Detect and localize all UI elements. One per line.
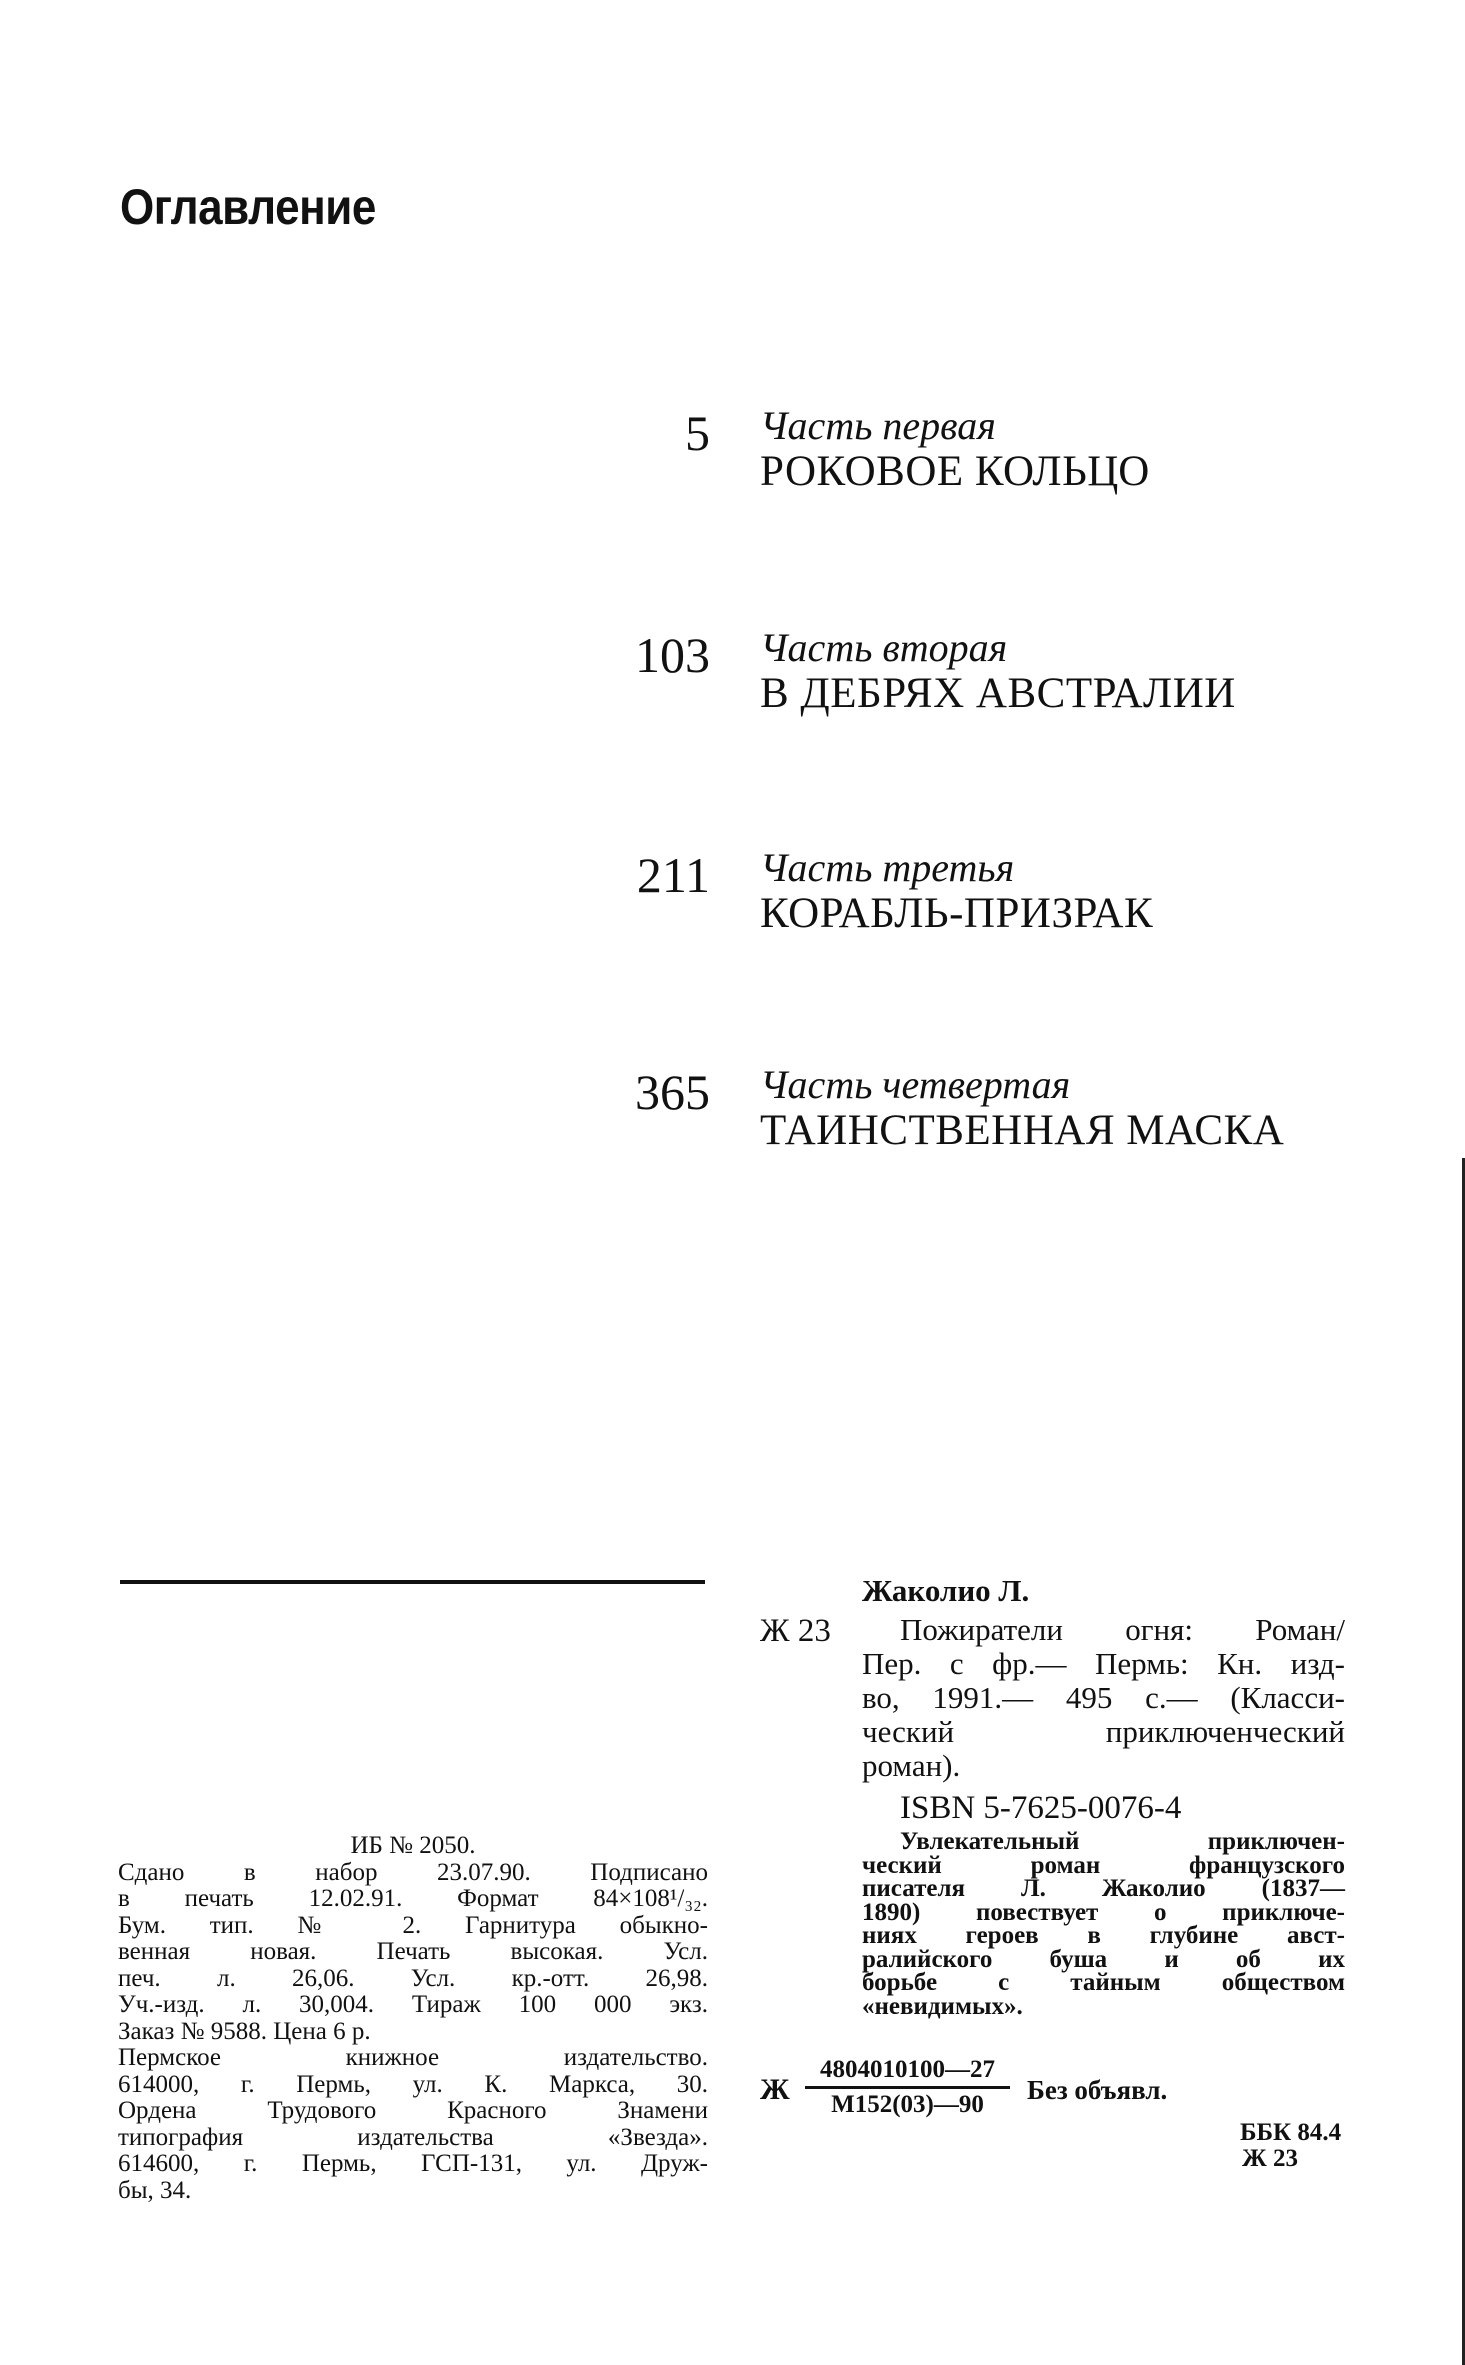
toc-entry-4 — [560, 1062, 1360, 1217]
toc-page-number: 103 — [635, 627, 710, 683]
imprint-line: венная новая. Печать высокая. Усл. — [118, 1938, 708, 1965]
imprint-line: Пермское книжное издательство. — [118, 2044, 708, 2071]
imprint-line: Ордена Трудового Красного Знамени — [118, 2097, 708, 2124]
annotation-line: «невидимых». — [862, 1992, 1023, 2020]
imprint-line: Уч.-изд. л. 30,004. Тираж 100 000 экз. — [118, 1991, 708, 2018]
toc-part-title: В ДЕБРЯХ АВСТРАЛИИ — [760, 670, 1236, 717]
catalog-line: Пер. с фр.— Пермь: Кн. изд- — [862, 1646, 1345, 1681]
catalog-line: во, 1991.— 495 с.— (Класси- — [862, 1680, 1345, 1715]
imprint-block — [118, 1833, 708, 2204]
imprint-line: Сдано в набор 23.07.90. Подписано — [118, 1858, 708, 1886]
index-denominator: М152(03)—90 — [831, 2091, 984, 2118]
annotation-line: ралийского буша и об их — [862, 1945, 1345, 1973]
index-letter: Ж — [760, 2073, 790, 2106]
catalog-line: ческий приключенческий — [862, 1714, 1345, 1749]
toc-part-label: Часть вторая — [760, 625, 1008, 670]
catalog-description — [862, 1613, 1345, 1783]
toc-entry-3 — [560, 845, 1360, 1000]
imprint-line: типография издательства «Звезда». — [118, 2123, 708, 2151]
isbn: ISBN 5-7625-0076-4 — [900, 1790, 1182, 1826]
toc-part-label: Часть первая — [760, 403, 996, 448]
no-announcement-note: Без объявл. — [1027, 2075, 1168, 2105]
annotation-line: Увлекательный приключен- — [900, 1828, 1345, 1855]
page-title: Оглавление — [120, 179, 376, 235]
catalog-author: Жаколио Л. — [862, 1573, 1030, 1608]
annotation-line: писателя Л. Жаколио (1837— — [862, 1875, 1345, 1902]
imprint-line: Бум. тип. № 2. Гарнитура обыкно- — [118, 1911, 708, 1939]
imprint-line: 614600, г. Пермь, ГСП-131, ул. Друж- — [118, 2150, 708, 2177]
catalog-line: Пожиратели огня: Роман/ — [900, 1612, 1345, 1647]
annotation-block — [862, 1830, 1345, 2018]
catalog-code: Ж 23 — [760, 1613, 831, 1649]
bbk-code: Ж 23 — [1242, 2145, 1298, 2172]
toc-part-title: ТАИНСТВЕННАЯ МАСКА — [760, 1107, 1285, 1154]
toc-part-title: РОКОВОЕ КОЛЬЦО — [760, 448, 1150, 495]
index-fraction — [805, 2056, 1010, 2119]
imprint-line: Заказ № 9588. Цена 6 р. — [118, 2017, 371, 2045]
imprint-line: бы, 34. — [118, 2176, 192, 2204]
toc-page-number: 5 — [685, 405, 710, 461]
toc-entry-2 — [560, 625, 1360, 780]
toc-part-title: КОРАБЛЬ-ПРИЗРАК — [760, 890, 1154, 937]
catalog-line: роман). — [862, 1748, 961, 1783]
index-numerator: 4804010100—27 — [805, 2056, 1010, 2089]
annotation-line: ческий роман французского — [862, 1851, 1345, 1879]
toc-part-label: Часть четвертая — [760, 1062, 1071, 1107]
annotation-line: 1890) повествует о приключе- — [862, 1898, 1345, 1926]
bbk-block — [1240, 2120, 1341, 2172]
imprint-line: печ. л. 26,06. Усл. кр.-отт. 26,98. — [118, 1964, 708, 1992]
annotation-line: ниях героев в глубине авст- — [862, 1922, 1345, 1949]
horizontal-rule — [120, 1580, 705, 1584]
toc-part-label: Часть третья — [760, 845, 1015, 890]
annotation-line: борьбе с тайным обществом — [862, 1969, 1345, 1996]
imprint-line: в печать 12.02.91. Формат 84×108¹/₃₂. — [118, 1885, 708, 1912]
bbk-number: ББК 84.4 — [1240, 2119, 1342, 2146]
imprint-ib-number: ИБ № 2050. — [350, 1832, 476, 1859]
toc-page-number: 365 — [635, 1064, 710, 1120]
toc-entry-1 — [560, 403, 1360, 558]
imprint-line: 614000, г. Пермь, ул. К. Маркса, 30. — [118, 2070, 708, 2098]
toc-page-number: 211 — [636, 847, 710, 903]
